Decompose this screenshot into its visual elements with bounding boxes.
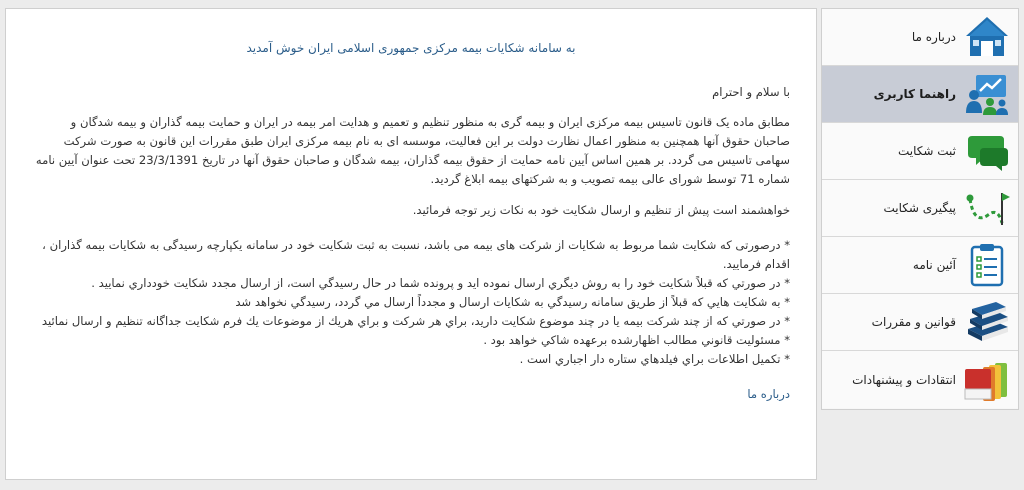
about-us-link[interactable]: درباره ما [747, 387, 790, 401]
notice-text: خواهشمند است پیش از تنظیم و ارسال شکایت خود به نکات زیر توجه فرمائید. [412, 203, 790, 217]
sidebar-item-register-complaint[interactable] [822, 123, 1018, 180]
greeting-text: با سلام و احترام [712, 85, 790, 99]
home-icon [962, 13, 1012, 61]
sidebar-item-label: آئین نامه [912, 258, 956, 272]
sidebar-item-label: راهنما کاربری [873, 87, 956, 101]
list-item: * تكميل اطلاعات براي فيلدهاي ستاره دار اجباري است . [519, 352, 790, 366]
sidebar-item-label: ثبت شکایت [897, 144, 956, 158]
user-guide-icon [962, 70, 1012, 118]
sidebar-item-regulations[interactable] [822, 237, 1018, 294]
sidebar-menu [821, 8, 1019, 410]
intro-paragraph: مطابق ماده یک قانون تاسیس بیمه مرکزی ایران و بیمه گری به منظور تنظیم و تعمیم و هدایت امر بیمه در ایران و حمایت بیمه گذاران و بیمه شدگان و صاحبان حقوق آنها همچنین به منظور اعمال نظارت دولت بر این فعالیت، موسسه ای به نام بیمه مرکزی ایران طبق مقررات این قانون به صورت شرکت سهامی تاسیس می گردد. بر همین اساس آیین نامه حمایت از حقوق بیمه گذاران، بیمه شدگان و صاحبان حقوق آنها در تاریخ 23/3/1391 تحت عنوان آیین نامه شماره 71 توسط شورای عالی بیمه تصویب و به شرکتهای بیمه ابلاغ گردید. [35, 115, 790, 186]
sidebar-item-label: قوانین و مقررات [871, 315, 956, 329]
route-flag-icon [962, 184, 1012, 232]
sidebar-item-track-complaint[interactable] [822, 180, 1018, 237]
list-item: * به شكايت هايي كه قبلاً از طريق سامانه رسيدگي به شكايات ارسال و مجدداً ارسال مي گردد، رسيدگي نخواهد شد [235, 295, 790, 309]
clipboard-checklist-icon [962, 241, 1012, 289]
sidebar-item-label: درباره ما [911, 30, 956, 44]
list-item: * در صورتي كه قبلاً شكايت خود را به روش ديگري ارسال نموده ايد و پرونده شما در حال رسيدگي است، از ارسال مجدد شكايت خودداري نماييد . [91, 276, 790, 290]
sidebar-item-label: انتقادات و پیشنهادات [852, 372, 956, 387]
sidebar-item-laws[interactable] [822, 294, 1018, 351]
sidebar-item-about[interactable] [822, 9, 1018, 66]
suggestion-folders-icon [962, 356, 1012, 404]
list-item: * در صورتي كه از چند شركت بيمه يا در چند موضوع شكايت داريد، براي هر شركت و براي هريك از موضوعات يك فرم شكايت جداگانه تنظيم و ارسال نمائيد [41, 314, 790, 328]
list-item: * درصورتی که شکایت شما مربوط به شکایات از شرکت های بیمه می باشد، نسبت به ثبت شکایت خود در سامانه یکپارچه رسیدگی به شکایات بیمه گذاران ، اقدام فرمایید. [42, 238, 790, 271]
sidebar-item-label: پیگیری شکایت [883, 201, 956, 215]
list-item: * مسئوليت قانوني مطالب اظهارشده برعهده شاكي خواهد بود . [483, 333, 790, 347]
law-books-icon [962, 298, 1012, 346]
sidebar-item-user-guide[interactable] [822, 66, 1018, 123]
notes-list [32, 236, 790, 369]
main-content-panel [5, 8, 817, 480]
chat-bubbles-icon [962, 127, 1012, 175]
welcome-title: به سامانه شکایات بیمه مرکزی جمهوری اسلامی ایران خوش آمدید [246, 41, 576, 55]
sidebar-item-suggestions[interactable] [822, 351, 1018, 408]
